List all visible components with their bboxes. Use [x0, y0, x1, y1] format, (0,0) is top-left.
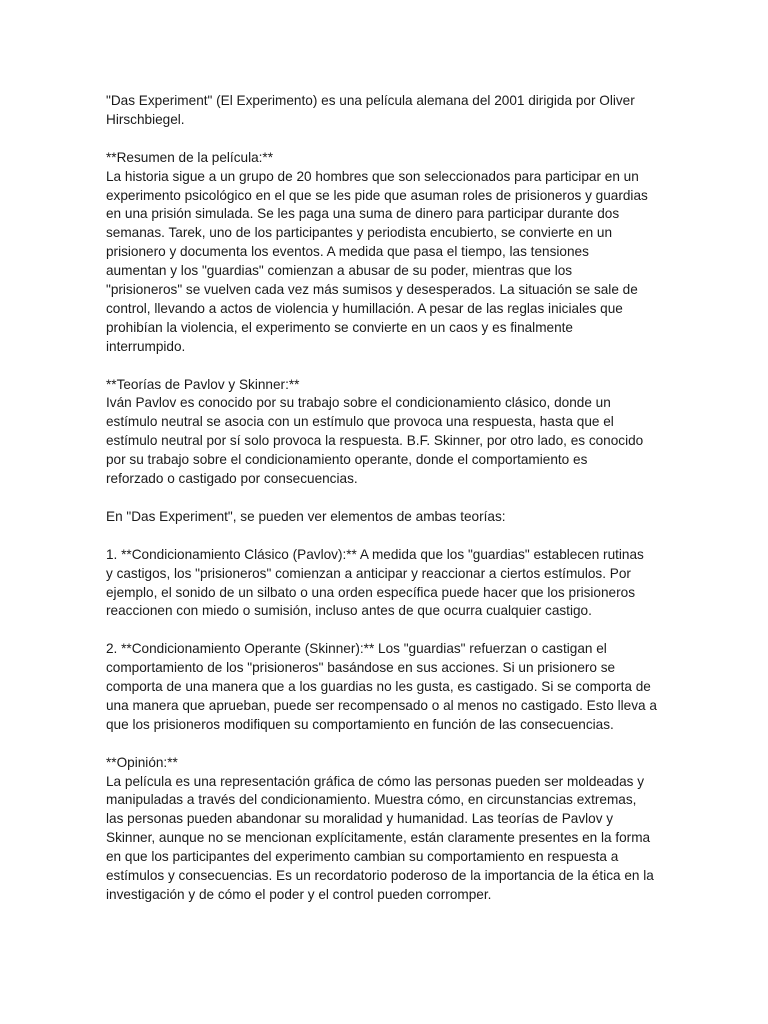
- section-heading: **Resumen de la película:**: [106, 149, 274, 165]
- text-line: una manera que aprueban, puede ser recompensado o al menos no castigado. Esto lleva a: [106, 697, 657, 713]
- text-line: ejemplo, el sonido de un silbato o una orden específica puede hacer que los prisioneros: [106, 584, 635, 600]
- text-line: estímulo neutral se asocia con un estímulo que provoca una respuesta, hasta que el: [106, 414, 614, 430]
- text-line: que los prisioneros modifiquen su comportamiento en función de las consecuencias.: [106, 716, 614, 732]
- text-line: por su trabajo sobre el condicionamiento operante, donde el comportamiento es: [106, 452, 588, 468]
- summary-paragraph: [106, 149, 666, 357]
- section-heading: **Opinión:**: [106, 754, 178, 770]
- elements-intro-paragraph: [106, 508, 666, 527]
- text-line: comporta de una manera que a los guardias no les gusta, es castigado. Si se comporta de: [106, 679, 651, 695]
- intro-paragraph: [106, 92, 666, 130]
- text-line: reforzado o castigado por consecuencias.: [106, 471, 358, 487]
- text-line: semanas. Tarek, uno de los participantes y periodista encubierto, se convierte en un: [106, 225, 613, 241]
- text-line: En "Das Experiment", se pueden ver elementos de ambas teorías:: [106, 508, 506, 524]
- text-line: control, llevando a actos de violencia y humillación. A pesar de las reglas iniciales que: [106, 300, 623, 316]
- text-line: prisionero y documenta los eventos. A medida que pasa el tiempo, las tensiones: [106, 244, 589, 260]
- text-line: manipuladas a través del condicionamiento. Muestra cómo, en circunstancias extremas,: [106, 792, 637, 808]
- text-line: estímulos y consecuencias. Es un recordatorio poderoso de la importancia de la ética en la: [106, 868, 654, 884]
- text-line: comportamiento de los "prisioneros" basándose en sus acciones. Si un prisionero se: [106, 660, 616, 676]
- text-line: "Das Experiment" (El Experimento) es una película alemana del 2001 dirigida por Oliver: [106, 93, 635, 108]
- text-line: La película es una representación gráfica de cómo las personas pueden ser moldeadas y: [106, 773, 645, 789]
- text-line: Hirschbiegel.: [106, 111, 185, 127]
- operant-conditioning-paragraph: [106, 640, 666, 735]
- text-line: Iván Pavlov es conocido por su trabajo sobre el condicionamiento clásico, donde un: [106, 395, 611, 411]
- text-line: interrumpido.: [106, 338, 186, 354]
- text-line: y castigos, los "prisioneros" comienzan a anticipar y reaccionar a ciertos estímulos. Por: [106, 565, 631, 581]
- document-page: [106, 92, 666, 924]
- text-line: prohibían la violencia, el experimento se convierte en un caos y es finalmente: [106, 319, 573, 335]
- text-line: 1. **Condicionamiento Clásico (Pavlov):** A medida que los "guardias" establecen rutinas: [106, 546, 644, 562]
- text-line: en que los participantes del experimento cambian su comportamiento en respuesta a: [106, 849, 619, 865]
- theories-paragraph: [106, 376, 666, 489]
- text-line: experimento psicológico en el que se les pide que asuman roles de prisioneros y guardias: [106, 187, 648, 203]
- section-heading: **Teorías de Pavlov y Skinner:**: [106, 376, 300, 392]
- text-line: estímulo neutral por sí solo provoca la respuesta. B.F. Skinner, por otro lado, es conocido: [106, 433, 644, 449]
- text-line: aumentan y los "guardias" comienzan a abusar de su poder, mientras que los: [106, 263, 573, 279]
- opinion-paragraph: [106, 754, 666, 905]
- text-line: en una prisión simulada. Se les paga una suma de dinero para participar durante dos: [106, 206, 620, 222]
- text-line: investigación y de cómo el poder y el control pueden corromper.: [106, 886, 492, 902]
- text-line: La historia sigue a un grupo de 20 hombres que son seleccionados para participar en un: [106, 168, 639, 184]
- text-line: las personas pueden abandonar su moralidad y humanidad. Las teorías de Pavlov y: [106, 811, 614, 827]
- text-line: Skinner, aunque no se mencionan explícitamente, están claramente presentes en la forma: [106, 830, 651, 846]
- text-line: reaccionen con miedo o sumisión, incluso antes de que ocurra cualquier castigo.: [106, 603, 592, 619]
- classical-conditioning-paragraph: [106, 546, 666, 622]
- text-line: 2. **Condicionamiento Operante (Skinner):** Los "guardias" refuerzan o castigan el: [106, 641, 607, 657]
- text-line: "prisioneros" se vuelven cada vez más sumisos y desesperados. La situación se sale de: [106, 282, 638, 298]
